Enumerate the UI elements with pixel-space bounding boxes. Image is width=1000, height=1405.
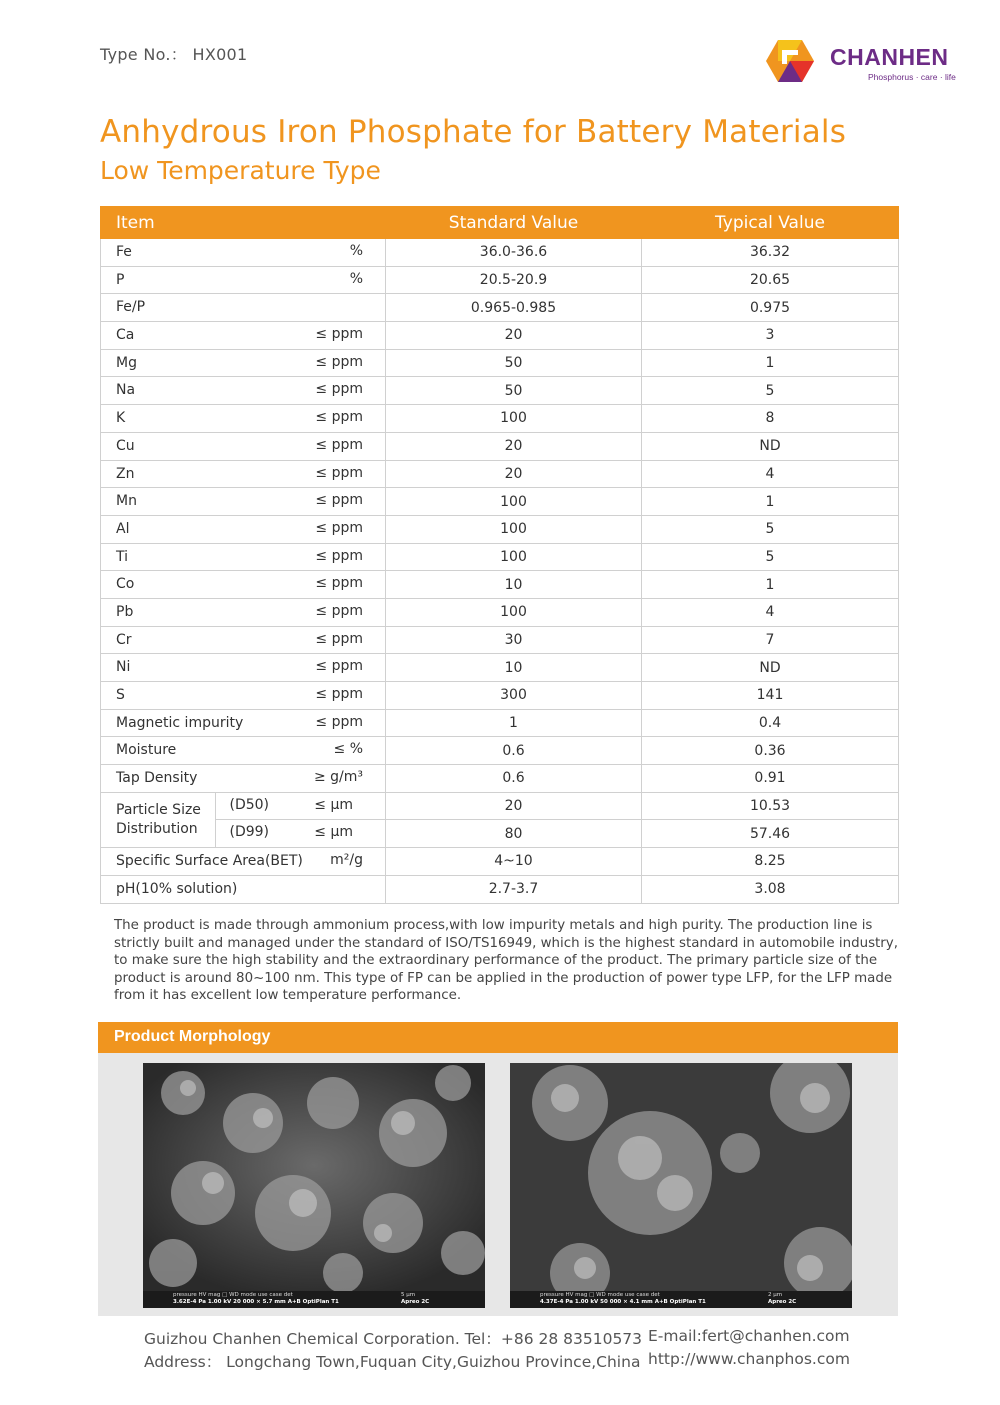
typical-value: 0.4 xyxy=(642,709,899,737)
item-unit: ≤ ppm xyxy=(315,519,363,536)
typical-value: 5 xyxy=(642,543,899,571)
standard-value: 20 xyxy=(386,792,642,820)
table-row xyxy=(101,682,899,710)
standard-value: 20 xyxy=(386,322,642,350)
typical-value: 141 xyxy=(642,682,899,710)
sem-micrograph-1 xyxy=(143,1063,485,1291)
sem-image-1 xyxy=(143,1063,485,1308)
standard-value: 100 xyxy=(386,543,642,571)
item-unit: % xyxy=(349,270,363,287)
item-cell xyxy=(101,654,386,682)
item-cell xyxy=(101,765,386,793)
typical-value: 5 xyxy=(642,377,899,405)
page-title: Anhydrous Iron Phosphate for Battery Materials xyxy=(100,114,847,150)
sem-values-2: 4.37E-4 Pa 1.00 kV 50 000 × 4.1 mm A+B OptiPlan T1 xyxy=(540,1299,706,1305)
item-cell xyxy=(101,737,386,765)
table-row xyxy=(101,737,899,765)
typical-value: 0.36 xyxy=(642,737,899,765)
item-unit: ≤ ppm xyxy=(315,353,363,370)
table-header-row xyxy=(101,207,899,239)
typical-value: 10.53 xyxy=(642,792,899,820)
standard-value: 36.0-36.6 xyxy=(386,239,642,267)
brand-tagline: Phosphorus · care · life xyxy=(868,72,956,82)
table-row xyxy=(101,765,899,793)
footer-email: E-mail:fert@chanhen.com xyxy=(648,1327,850,1345)
standard-value: 100 xyxy=(386,405,642,433)
item-name: Ti xyxy=(116,548,129,565)
psd-name-line2: Distribution xyxy=(116,820,198,837)
page-subtitle: Low Temperature Type xyxy=(100,156,381,185)
spec-table xyxy=(100,206,899,904)
footer-company: Guizhou Chanhen Chemical Corporation. Tel：+86 28 83510573 xyxy=(144,1330,643,1348)
item-name: Al xyxy=(116,520,130,537)
item-unit: % xyxy=(349,243,363,259)
standard-value: 0.965-0.985 xyxy=(386,294,642,322)
standard-value: 300 xyxy=(386,682,642,710)
item-unit: ≤ ppm xyxy=(315,409,363,426)
standard-value: 80 xyxy=(386,820,642,848)
brand-name: CHANHEN xyxy=(830,44,949,70)
item-name: Tap Density xyxy=(116,770,198,787)
item-cell xyxy=(101,571,386,599)
standard-value: 0.6 xyxy=(386,765,642,793)
item-cell xyxy=(101,377,386,405)
standard-value: 20 xyxy=(386,432,642,460)
item-name: Specific Surface Area(BET) xyxy=(116,853,303,870)
sem-scale-2: 2 μm xyxy=(768,1292,783,1298)
item-unit: ≤ ppm xyxy=(315,713,363,730)
footer-url: http://www.chanphos.com xyxy=(648,1350,850,1368)
item-name: Moisture xyxy=(116,742,177,759)
typical-value: 36.32 xyxy=(642,239,899,267)
psd-unit-d99: ≤ μm xyxy=(314,824,353,841)
item-unit: ≤ ppm xyxy=(315,547,363,564)
item-unit: ≤ ppm xyxy=(315,464,363,481)
item-name: S xyxy=(116,687,125,703)
item-unit: ≤ ppm xyxy=(315,686,363,702)
item-name: Cr xyxy=(116,631,132,648)
item-cell xyxy=(101,848,386,876)
table-row xyxy=(101,875,899,903)
typical-value: 4 xyxy=(642,460,899,488)
standard-value: 100 xyxy=(386,515,642,543)
table-row-psd-d50 xyxy=(101,792,899,820)
typical-value: 0.91 xyxy=(642,765,899,793)
typical-value: 20.65 xyxy=(642,266,899,294)
psd-sub-d50: (D50) xyxy=(229,796,270,813)
standard-value: 4~10 xyxy=(386,848,642,876)
item-cell xyxy=(101,349,386,377)
standard-value: 100 xyxy=(386,488,642,516)
standard-value: 2.7-3.7 xyxy=(386,875,642,903)
item-cell xyxy=(101,294,386,322)
typical-value: 8.25 xyxy=(642,848,899,876)
item-unit: ≤ % xyxy=(333,741,363,758)
standard-value: 10 xyxy=(386,571,642,599)
typical-value: 57.46 xyxy=(642,820,899,848)
sem-info-bar-2 xyxy=(510,1291,852,1308)
item-cell xyxy=(101,322,386,350)
footer-address: Address： Longchang Town,Fuquan City,Guizhou Province,China xyxy=(144,1353,641,1371)
item-name: Cu xyxy=(116,437,135,454)
sem-info-bar-1 xyxy=(143,1291,485,1308)
sem-labels-1: pressure HV mag □ WD mode use case det xyxy=(173,1292,293,1298)
item-unit: ≤ ppm xyxy=(315,436,363,453)
item-cell xyxy=(101,709,386,737)
item-cell xyxy=(101,875,386,903)
standard-value: 100 xyxy=(386,598,642,626)
item-name: K xyxy=(116,410,126,427)
psd-cell xyxy=(101,792,386,847)
item-unit: ≤ ppm xyxy=(315,381,363,398)
table-row xyxy=(101,239,899,267)
header-standard: Standard Value xyxy=(386,207,642,239)
item-name: Co xyxy=(116,576,135,593)
table-row xyxy=(101,488,899,516)
sem-image-2 xyxy=(510,1063,852,1308)
item-cell xyxy=(101,239,386,267)
item-cell xyxy=(101,405,386,433)
standard-value: 50 xyxy=(386,377,642,405)
item-cell xyxy=(101,266,386,294)
item-name: Fe/P xyxy=(116,299,146,316)
psd-sub-d99: (D99) xyxy=(229,824,270,841)
product-description: The product is made through ammonium process,with low impurity metals and high purity. The production line is strictly built and managed under the standard of ISO/TS16949, which is the highest standard in automobile industry, to make sure the high stability and the extraordinary performance of the product. The primary particle size of the product is around 80~100 nm. This type of FP can be applied in the production of power type LFP, for the LFP made from it has excellent low temperature performance. xyxy=(114,918,898,1004)
item-name: Mg xyxy=(116,354,137,371)
table-row xyxy=(101,709,899,737)
item-unit: m²/g xyxy=(330,852,363,869)
item-name: P xyxy=(116,271,125,288)
item-name: Pb xyxy=(116,603,134,620)
table-row xyxy=(101,322,899,350)
table-row xyxy=(101,626,899,654)
header-item: Item xyxy=(101,207,386,239)
item-name: Na xyxy=(116,382,136,399)
table-row xyxy=(101,432,899,460)
typical-value: 3.08 xyxy=(642,875,899,903)
table-row xyxy=(101,266,899,294)
sem-scale-1: 5 μm xyxy=(401,1292,416,1298)
table-row xyxy=(101,349,899,377)
item-cell xyxy=(101,682,386,710)
item-name: pH(10% solution) xyxy=(116,880,238,897)
table-row xyxy=(101,654,899,682)
typical-value: 1 xyxy=(642,349,899,377)
typical-value: ND xyxy=(642,654,899,682)
table-row xyxy=(101,848,899,876)
item-name: Zn xyxy=(116,465,135,482)
standard-value: 30 xyxy=(386,626,642,654)
table-row xyxy=(101,515,899,543)
item-unit: ≤ ppm xyxy=(315,492,363,509)
item-cell xyxy=(101,488,386,516)
table-row xyxy=(101,405,899,433)
sem-micrograph-2 xyxy=(510,1063,852,1291)
sem-labels-2: pressure HV mag □ WD mode use case det xyxy=(540,1292,660,1298)
item-cell xyxy=(101,543,386,571)
typical-value: 0.975 xyxy=(642,294,899,322)
standard-value: 50 xyxy=(386,349,642,377)
standard-value: 0.6 xyxy=(386,737,642,765)
item-name: Ca xyxy=(116,327,135,344)
sem-model-1: Apreo 2C xyxy=(401,1299,430,1305)
psd-name-line1: Particle Size xyxy=(116,801,201,818)
standard-value: 1 xyxy=(386,709,642,737)
item-cell xyxy=(101,432,386,460)
typical-value: 5 xyxy=(642,515,899,543)
table-row xyxy=(101,294,899,322)
item-name: Mn xyxy=(116,493,137,510)
typical-value: 1 xyxy=(642,488,899,516)
standard-value: 20 xyxy=(386,460,642,488)
item-cell xyxy=(101,598,386,626)
item-unit: ≤ ppm xyxy=(315,575,363,592)
typical-value: 4 xyxy=(642,598,899,626)
typical-value: 7 xyxy=(642,626,899,654)
type-number: Type No.： HX001 xyxy=(100,45,248,64)
typical-value: 8 xyxy=(642,405,899,433)
item-name: Magnetic impurity xyxy=(116,714,244,731)
table-row xyxy=(101,460,899,488)
item-name: Ni xyxy=(116,659,131,676)
sem-model-2: Apreo 2C xyxy=(768,1299,797,1305)
item-unit: ≤ ppm xyxy=(315,630,363,647)
item-cell xyxy=(101,626,386,654)
standard-value: 20.5-20.9 xyxy=(386,266,642,294)
item-unit: ≤ ppm xyxy=(315,602,363,619)
item-cell xyxy=(101,460,386,488)
table-row xyxy=(101,543,899,571)
sem-values-1: 3.62E-4 Pa 1.00 kV 20 000 × 5.7 mm A+B OptiPlan T1 xyxy=(173,1299,339,1305)
item-unit: ≥ g/m³ xyxy=(313,769,363,786)
psd-unit-d50: ≤ μm xyxy=(314,796,353,813)
table-row xyxy=(101,377,899,405)
item-cell xyxy=(101,515,386,543)
item-unit: ≤ ppm xyxy=(315,326,363,343)
typical-value: 1 xyxy=(642,571,899,599)
item-unit: ≤ ppm xyxy=(315,658,363,675)
table-row xyxy=(101,571,899,599)
morphology-title: Product Morphology xyxy=(114,1028,271,1045)
table-row xyxy=(101,598,899,626)
item-name: Fe xyxy=(116,244,132,260)
header-typical: Typical Value xyxy=(642,207,899,239)
typical-value: 3 xyxy=(642,322,899,350)
standard-value: 10 xyxy=(386,654,642,682)
typical-value: ND xyxy=(642,432,899,460)
